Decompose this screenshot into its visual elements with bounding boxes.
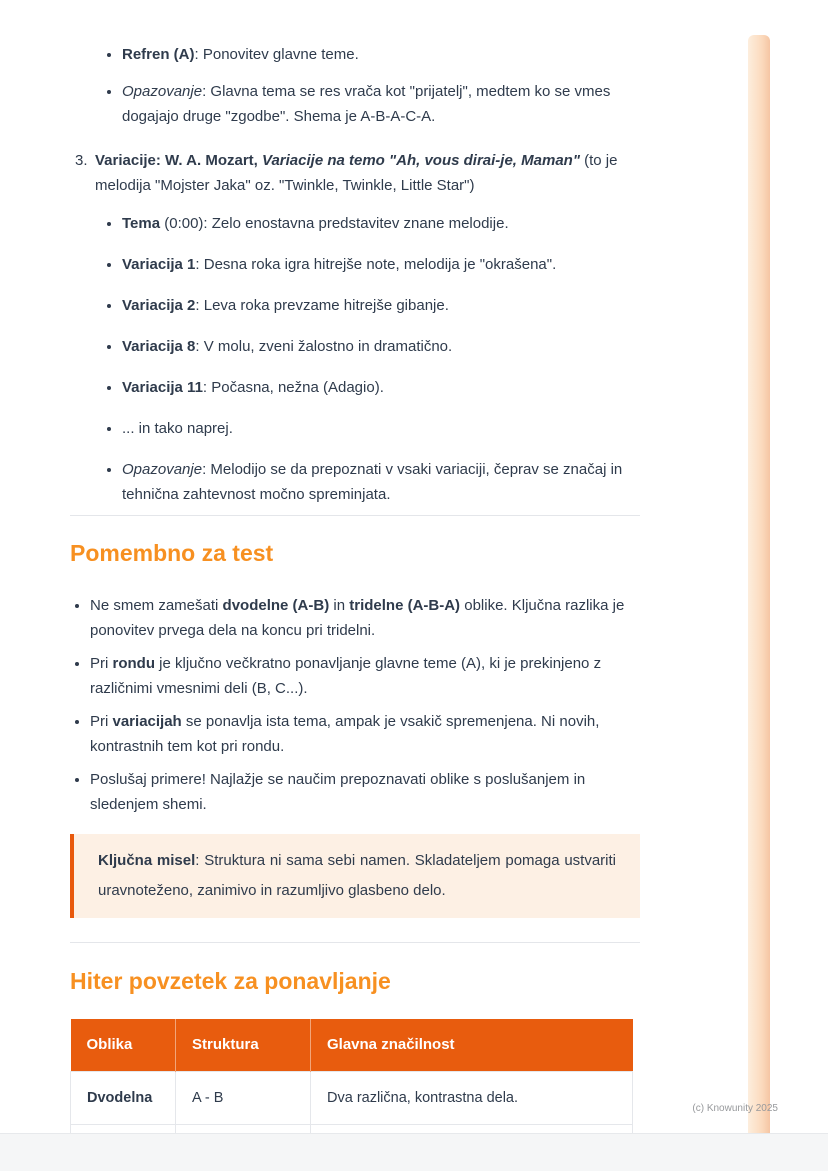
list-item: • Pri variacijah se ponavlja ista tema, ampak je vsakič spremenjena. Ni novih, kontrastnih tem kot pri rondu. (90, 709, 640, 759)
list-item: • Opazovanje: Melodijo se da prepoznati v vsaki variaciji, čeprav se značaj in tehnična zahtevnost močno spreminjata. (122, 457, 640, 507)
page-bottom-gap (0, 1133, 828, 1171)
table-header-cell: Glavna značilnost (311, 1019, 633, 1072)
section-heading-test: Pomembno za test (70, 540, 274, 566)
list-item: • Variacija 8: V molu, zveni žalostno in dramatično. (122, 334, 640, 359)
table-cell: A - B (176, 1072, 311, 1125)
table-header-row (71, 1019, 633, 1072)
table-cell: Dva različna, kontrastna dela. (311, 1072, 633, 1125)
list-item: • Variacija 1: Desna roka igra hitrejše note, melodija je "okrašena". (122, 252, 640, 277)
section-divider (70, 942, 640, 943)
item-number: 3. (75, 152, 88, 169)
section-divider (70, 515, 640, 516)
page-content (70, 0, 640, 1169)
test-notes-list (70, 593, 640, 817)
table-cell: Dvodelna (71, 1072, 176, 1125)
list-item: • Opazovanje: Glavna tema se res vrača kot "prijatelj", medtem ko se vmes dogajajo druge "zgodbe". Shema je A-B-A-C-A. (122, 79, 640, 129)
callout-text: Ključna misel: Struktura ni sama sebi namen. Skladateljem pomaga ustvariti uravnoteženo, zanimivo in razumljivo glasbeno delo. (98, 852, 617, 899)
table-header-cell: Oblika (71, 1019, 176, 1072)
item-text: Variacije: W. A. Mozart, Variacije na temo "Ah, vous dirai-je, Maman" (to je melodija "Mojster Jaka" oz. "Twinkle, Twinkle, Little Star") (95, 152, 618, 194)
list-item: • Variacija 2: Leva roka prevzame hitrejše gibanje. (122, 293, 640, 318)
list-item: • Tema (0:00): Zelo enostavna predstavitev znane melodije. (122, 211, 640, 236)
list-item: • Ne smem zamešati dvodelne (A-B) in tridelne (A-B-A) oblike. Ključna razlika je ponovitev prvega dela na koncu pri tridelni. (90, 593, 640, 643)
decorative-side-strip (748, 35, 770, 1133)
key-idea-callout (70, 834, 640, 918)
list-item: • ... in tako naprej. (122, 416, 640, 441)
watermark: (c) Knowunity 2025 (692, 1103, 778, 1114)
list-item: • Variacija 11: Počasna, nežna (Adagio). (122, 375, 640, 400)
list-item: • Pri rondu je ključno večkratno ponavljanje glavne teme (A), ki je prekinjeno z različnimi vmesnimi deli (B, C...). (90, 651, 640, 701)
list-item: • Refren (A): Ponovitev glavne teme. (122, 42, 640, 67)
numbered-item-variations (70, 148, 640, 198)
list-item: • Poslušaj primere! Najlažje se naučim prepoznavati oblike s poslušanjem in sledenjem shemi. (90, 767, 640, 817)
section-heading-summary: Hiter povzetek za ponavljanje (70, 968, 391, 994)
table-row (71, 1072, 633, 1125)
rondo-observation-list (70, 42, 640, 129)
variations-list (70, 211, 640, 507)
table-header-cell: Struktura (176, 1019, 311, 1072)
